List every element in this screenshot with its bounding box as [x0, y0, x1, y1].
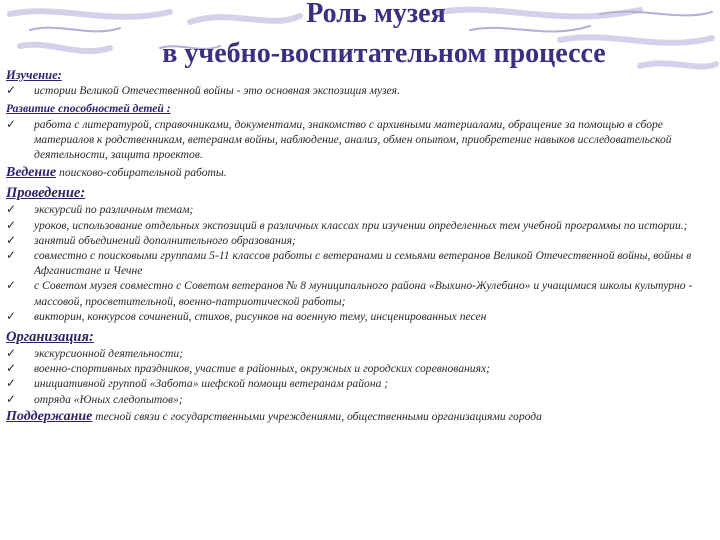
section-heading-holding: Проведение:: [6, 185, 86, 202]
support-text: тесной связи с государственными учреждениями, общественными организациями города: [92, 409, 542, 423]
checkmark-icon: ✓: [6, 278, 17, 293]
section-heading-study: Изучение:: [6, 68, 62, 82]
support-line: [6, 409, 712, 424]
list-item: [6, 346, 712, 361]
checkmark-icon: ✓: [6, 391, 17, 406]
section-heading-development: Развитие способностей детей :: [6, 102, 171, 116]
conduct-line: [6, 165, 712, 180]
list-item: [6, 233, 712, 248]
list-item-text: инициативной группой «Забота» шефской помощи ветеранам района ;: [34, 377, 389, 391]
list-item-text: уроков, использование отдельных экспозиций в различных классах при изучении определенных тем учебной программы по истории.;: [34, 218, 688, 232]
list-item: [6, 202, 712, 217]
list-item: [6, 248, 712, 278]
list-item-text: совместно с поисковыми группами 5-11 классов работы с ветеранами и семьями ветеранов Великой Отечественной войны, войны в Афганистане и Чечне: [34, 249, 692, 278]
section-heading-conduct: Ведение: [6, 165, 57, 181]
checkmark-icon: ✓: [6, 83, 17, 98]
checkmark-icon: ✓: [6, 361, 17, 376]
list-item-text: работа с литературой, справочниками, документами, знакомство с архивными материалами, обращение за помощью в сборе материалов к родственникам, ветеранам войны, наблюдение, анализ, обмен опытом, приобретение навыков исследовательской деятельности, защита проектов.: [34, 117, 672, 162]
list-item: [6, 376, 712, 391]
checkmark-icon: ✓: [6, 116, 17, 131]
checkmark-icon: ✓: [6, 232, 17, 247]
checkmark-icon: ✓: [6, 217, 17, 232]
checkmark-icon: ✓: [6, 202, 17, 217]
list-item: [6, 218, 712, 233]
list-item: [6, 361, 712, 376]
page-subtitle: в учебно-воспитательном процессе: [162, 38, 606, 69]
list-item-text: экскурсионной деятельности;: [34, 347, 184, 361]
section-heading-support: Поддержание: [6, 408, 93, 424]
list-item: [6, 278, 712, 308]
checkmark-icon: ✓: [6, 376, 17, 391]
checkmark-icon: ✓: [6, 308, 17, 323]
list-item: [6, 392, 712, 407]
list-item-text: викторин, конкурсов сочинений, стихов, рисунков на военную тему, инсценированных песен: [34, 309, 487, 323]
list-item-text: занятий объединений дополнительного образования;: [34, 233, 296, 247]
checkmark-icon: ✓: [6, 346, 17, 361]
list-item: [6, 117, 712, 163]
content: [6, 68, 712, 424]
checkmark-icon: ✓: [6, 248, 17, 263]
list-item-text: военно-спортивных праздников, участие в районных, окружных и городских соревнованиях;: [34, 362, 491, 376]
list-item: [6, 309, 712, 324]
conduct-text: поисково-собирательной работы.: [56, 166, 227, 180]
list-item-text: экскурсий по различным темам;: [34, 203, 194, 217]
section-heading-organization: Организация:: [6, 329, 94, 346]
list-item-text: истории Великой Отечественной войны - это основная экспозиция музея.: [34, 84, 400, 98]
list-item-text: с Советом музея совместно с Советом ветеранов № 8 муниципального района «Выхино-Жулебино» и учащимися школы культурно - массовой, просветительной, военно-патриотической работы;: [34, 279, 693, 308]
list-item: [6, 83, 712, 98]
page-title: Роль музея: [306, 0, 446, 29]
list-item-text: отряда «Юных следопытов»;: [34, 392, 183, 406]
